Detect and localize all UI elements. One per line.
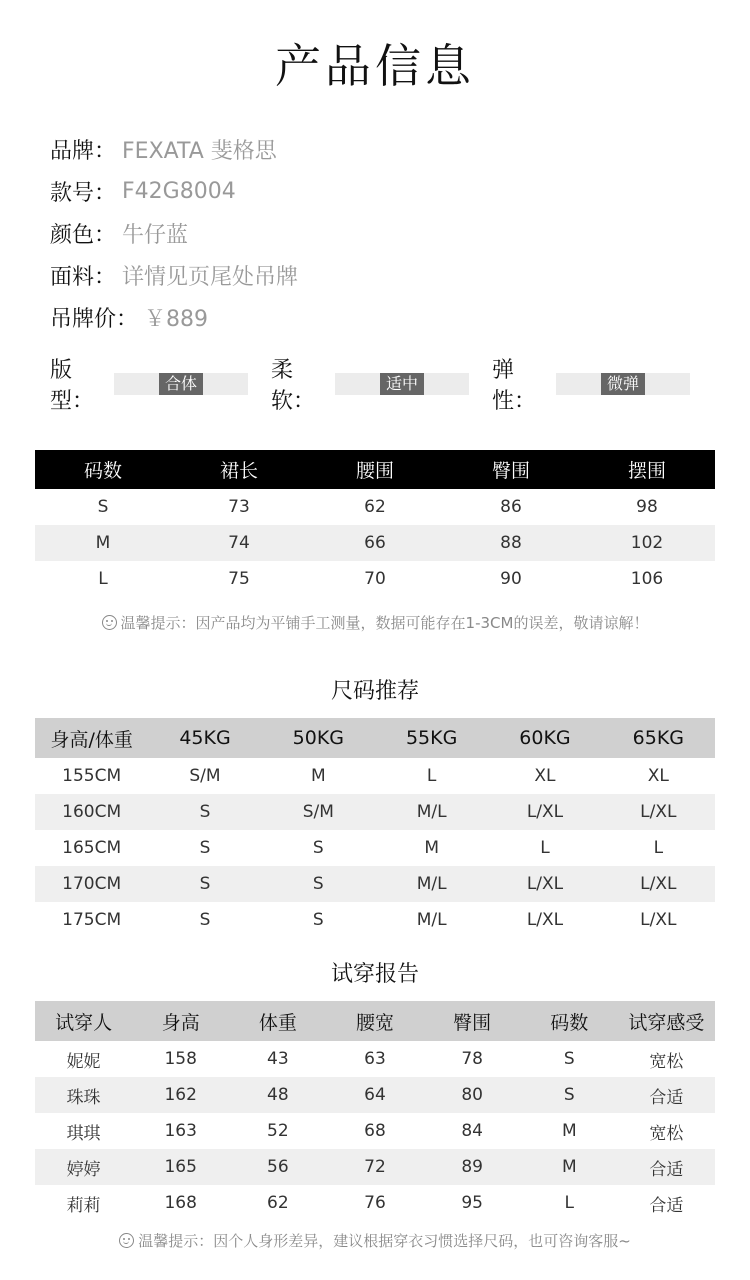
table-cell: 宽松 <box>649 1123 684 1144</box>
smile-icon <box>119 1233 134 1248</box>
table-cell: L/XL <box>488 794 601 830</box>
table-cell: 73 <box>228 497 250 517</box>
info-value: FEXATA 斐格思 <box>122 138 277 164</box>
table-cell: L/XL <box>488 866 601 902</box>
table-row <box>35 1149 715 1185</box>
info-fabric <box>50 254 298 296</box>
table-cell: L/XL <box>640 910 677 930</box>
table-cell: M/L <box>375 866 488 902</box>
table-row <box>35 1077 715 1113</box>
info-price <box>50 296 298 338</box>
header-cell: 臀围 <box>443 450 579 489</box>
table-cell: 76 <box>364 1193 386 1213</box>
product-info <box>50 128 298 338</box>
table-cell: L <box>540 838 550 858</box>
table-cell: 89 <box>424 1149 521 1185</box>
header-cell: 45KG <box>148 718 261 758</box>
page-title: 产品信息 <box>275 39 475 93</box>
table-cell: M <box>521 1149 618 1185</box>
header-cell: 腰宽 <box>326 1001 423 1041</box>
table-cell: 妮妮 <box>66 1051 101 1072</box>
table-row <box>35 561 715 597</box>
table-cell: S <box>148 866 261 902</box>
table-cell: 74 <box>171 525 307 561</box>
table-cell: M/L <box>416 910 447 930</box>
table-cell: S <box>312 910 324 930</box>
header-cell: 试穿人 <box>35 1001 132 1041</box>
info-label: 吊牌价： <box>50 306 139 332</box>
table-cell: L <box>564 1193 575 1213</box>
table-cell: 160CM <box>35 794 148 830</box>
table-cell: 88 <box>443 525 579 561</box>
table-cell: 80 <box>424 1077 521 1113</box>
table-cell: 84 <box>461 1121 483 1141</box>
table-row <box>35 758 715 794</box>
attr-label: 版型： <box>50 358 95 414</box>
table-cell: L <box>426 766 437 786</box>
header-cell: 裙长 <box>171 450 307 489</box>
table-cell: 162 <box>132 1077 229 1113</box>
header-cell: 身高 <box>132 1001 229 1041</box>
table-cell: 158 <box>164 1049 197 1069</box>
table-cell: S/M <box>189 766 221 786</box>
attr-chip: 合体 <box>159 373 203 395</box>
table-cell: 56 <box>229 1149 326 1185</box>
table-cell: 合适 <box>618 1149 715 1185</box>
header-cell: 65KG <box>602 718 715 758</box>
table-cell: 86 <box>500 497 522 517</box>
table-row <box>35 902 715 938</box>
tip-text: 温馨提示：因个人身形差异，建议根据穿衣习惯选择尺码，也可咨询客服~ <box>138 1232 631 1250</box>
table-cell: 155CM <box>62 766 122 786</box>
table-cell: S <box>199 910 211 930</box>
header-cell: 摆围 <box>579 450 715 489</box>
smile-icon <box>102 615 117 630</box>
attr-track <box>114 373 248 395</box>
table-cell: 170CM <box>35 866 148 902</box>
table-cell: 62 <box>364 497 386 517</box>
header-cell: 身高/体重 <box>35 718 148 758</box>
table-row <box>35 1113 715 1149</box>
table-cell: 琪琪 <box>66 1123 101 1144</box>
table-cell: 168 <box>164 1193 197 1213</box>
header-cell: 臀围 <box>424 1001 521 1041</box>
tip-text: 温馨提示：因产品均为平铺手工测量，数据可能存在1-3CM的误差，敬请谅解！ <box>120 614 649 632</box>
header-cell: 腰围 <box>307 450 443 489</box>
table-header-row <box>35 1001 715 1041</box>
table-cell: 70 <box>364 569 386 589</box>
table-cell: L <box>653 838 664 858</box>
attr-fit <box>50 358 248 414</box>
table-cell: XL <box>534 766 556 786</box>
attr-chip: 适中 <box>380 373 424 395</box>
size-table <box>35 450 715 597</box>
table-cell: S <box>148 794 261 830</box>
table-cell: 75 <box>228 569 250 589</box>
table-row <box>35 525 715 561</box>
attr-label: 弹性： <box>492 358 537 414</box>
table-header-row <box>35 718 715 758</box>
table-cell: 165 <box>132 1149 229 1185</box>
info-color <box>50 212 298 254</box>
table-cell: 90 <box>500 569 522 589</box>
table-cell: L/XL <box>526 910 564 930</box>
table-cell: 68 <box>364 1121 386 1141</box>
table-cell: S <box>199 838 211 858</box>
attr-softness <box>271 358 469 414</box>
table-row <box>35 1185 715 1221</box>
table-cell: S <box>521 1077 618 1113</box>
table-cell: L/XL <box>602 866 715 902</box>
table-cell: 合适 <box>618 1077 715 1113</box>
table-cell: M <box>424 838 439 858</box>
header-cell: 试穿感受 <box>618 1001 715 1041</box>
table-cell: 63 <box>364 1049 386 1069</box>
table-cell: M <box>310 766 326 786</box>
table-cell: L/XL <box>602 794 715 830</box>
table-cell: 165CM <box>62 838 122 858</box>
table-cell: 98 <box>636 497 658 517</box>
header-cell: 60KG <box>488 718 601 758</box>
attr-chip: 微弹 <box>601 373 645 395</box>
fit-attributes <box>50 358 710 414</box>
measurement-tip <box>0 612 750 633</box>
table-cell: M/L <box>375 794 488 830</box>
table-cell: S <box>262 866 375 902</box>
trial-report-table <box>35 1001 715 1221</box>
table-cell: S <box>97 497 109 517</box>
info-label: 款号： <box>50 180 117 206</box>
table-row <box>35 830 715 866</box>
table-cell: 宽松 <box>649 1051 684 1072</box>
table-row <box>35 489 715 525</box>
info-brand <box>50 128 298 170</box>
table-cell: 106 <box>630 569 664 589</box>
table-cell: 43 <box>267 1049 289 1069</box>
attr-elasticity <box>492 358 690 414</box>
table-cell: 婷婷 <box>35 1149 132 1185</box>
info-label: 品牌： <box>50 138 117 164</box>
table-cell: S <box>312 838 324 858</box>
size-recommend-table <box>35 718 715 938</box>
trial-title: 试穿报告 <box>330 962 419 987</box>
attr-track <box>556 373 690 395</box>
attr-track <box>335 373 469 395</box>
recommend-title: 尺码推荐 <box>330 679 419 704</box>
table-cell: 合适 <box>649 1195 684 1216</box>
table-cell: 72 <box>326 1149 423 1185</box>
table-cell: 64 <box>326 1077 423 1113</box>
table-cell: 珠珠 <box>35 1077 132 1113</box>
fit-tip <box>0 1230 750 1251</box>
header-cell: 55KG <box>375 718 488 758</box>
attr-label: 柔软： <box>271 358 316 414</box>
table-cell: L <box>98 569 108 589</box>
info-label: 颜色： <box>50 222 117 248</box>
table-cell: S <box>563 1049 575 1069</box>
table-cell: 78 <box>461 1049 483 1069</box>
info-value: F42G8004 <box>122 178 236 204</box>
info-style-no <box>50 170 298 212</box>
table-cell: M <box>561 1121 577 1141</box>
table-cell: M <box>35 525 171 561</box>
table-cell: 175CM <box>62 910 122 930</box>
table-row <box>35 866 715 902</box>
table-row <box>35 794 715 830</box>
info-value: 详情见页尾处吊牌 <box>122 264 299 290</box>
header-cell: 体重 <box>229 1001 326 1041</box>
table-cell: XL <box>647 766 669 786</box>
table-row <box>35 1041 715 1077</box>
table-cell: 52 <box>267 1121 289 1141</box>
info-value: 牛仔蓝 <box>122 222 189 248</box>
header-cell: 50KG <box>262 718 375 758</box>
table-cell: 95 <box>461 1193 483 1213</box>
info-value: ￥889 <box>144 306 209 332</box>
table-cell: S/M <box>262 794 375 830</box>
header-cell: 码数 <box>521 1001 618 1041</box>
header-cell: 码数 <box>35 450 171 489</box>
table-cell: 48 <box>229 1077 326 1113</box>
table-cell: 102 <box>579 525 715 561</box>
table-cell: 莉莉 <box>66 1195 101 1216</box>
table-cell: 66 <box>307 525 443 561</box>
table-cell: 62 <box>267 1193 289 1213</box>
info-label: 面料： <box>50 264 117 290</box>
table-cell: 163 <box>164 1121 197 1141</box>
table-header-row <box>35 450 715 489</box>
